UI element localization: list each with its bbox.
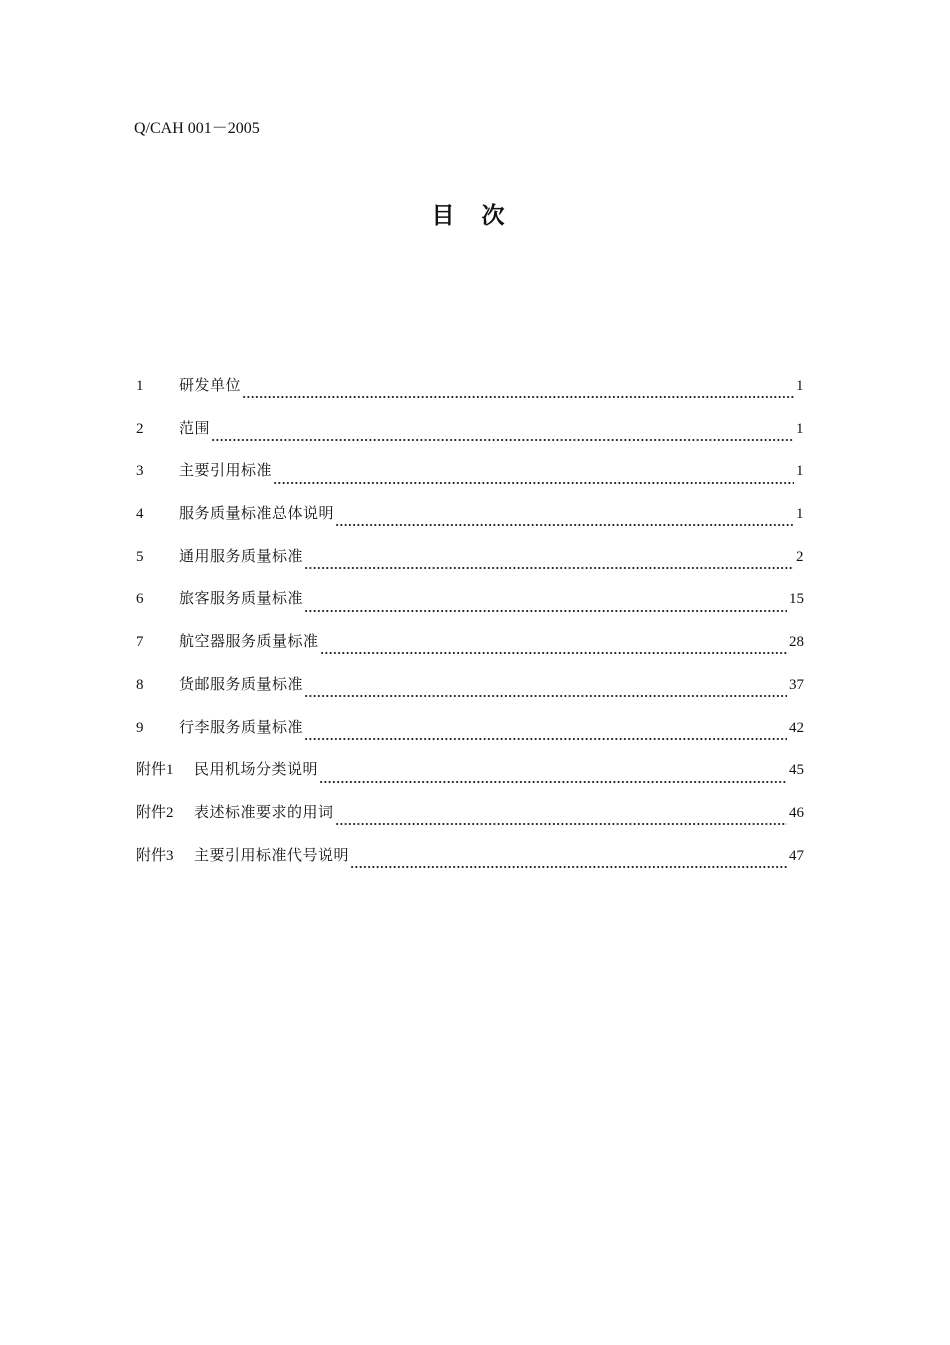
toc-entry-number: 2	[136, 420, 144, 437]
toc-entry-label: 航空器服务质量标准	[179, 632, 319, 651]
toc-entry-label: 行李服务质量标准	[179, 717, 304, 736]
toc-entry-number: 9	[136, 719, 144, 736]
toc-entry-number: 4	[136, 506, 144, 523]
toc-entry-label: 服务质量标准总体说明	[179, 504, 335, 523]
toc-entry-page: 1	[796, 506, 804, 523]
dot-leader	[304, 687, 787, 701]
dot-leader	[319, 773, 787, 787]
toc-entry-page: 1	[796, 378, 804, 394]
toc-entry-page: 37	[789, 676, 804, 693]
toc-entry-label: 民用机场分类说明	[194, 760, 319, 779]
toc-entry-number: 3	[136, 463, 144, 480]
page-title: 目 次	[431, 203, 507, 229]
toc-entry-number: 附件1	[136, 762, 174, 779]
toc-entry-page: 47	[789, 847, 804, 864]
table-of-contents	[136, 374, 804, 886]
toc-entry-page: 1	[796, 463, 804, 480]
toc-entry-number: 1	[136, 378, 144, 394]
dot-leader	[242, 388, 794, 402]
toc-entry[interactable]	[136, 801, 804, 844]
toc-entry-label: 表述标准要求的用词	[194, 802, 334, 821]
toc-entry-label: 货邮服务质量标准	[179, 674, 304, 693]
toc-entry-number: 附件3	[136, 847, 174, 864]
toc-entry-number: 7	[136, 634, 144, 651]
toc-entry[interactable]	[136, 758, 804, 801]
dot-leader	[335, 516, 794, 530]
toc-entry-label: 主要引用标准代号说明	[194, 845, 350, 864]
toc-entry-page: 45	[789, 762, 804, 779]
toc-entry[interactable]	[136, 459, 804, 502]
toc-entry[interactable]	[136, 587, 804, 630]
toc-entry[interactable]	[136, 673, 804, 716]
standard-code: Q/CAH 001－2005	[134, 120, 260, 137]
toc-entry-label: 通用服务质量标准	[179, 546, 304, 565]
toc-entry[interactable]	[136, 374, 804, 417]
toc-entry-label: 主要引用标准	[179, 461, 273, 480]
toc-entry-number: 5	[136, 548, 144, 565]
toc-entry[interactable]	[136, 545, 804, 588]
toc-entry-label: 范围	[179, 418, 211, 437]
toc-entry[interactable]	[136, 502, 804, 545]
toc-entry-number: 8	[136, 676, 144, 693]
toc-entry[interactable]	[136, 844, 804, 887]
toc-entry[interactable]	[136, 417, 804, 460]
toc-entry-page: 2	[796, 548, 804, 565]
toc-entry-number: 6	[136, 591, 144, 608]
toc-entry-label: 研发单位	[179, 376, 242, 394]
toc-entry-page: 46	[789, 804, 804, 821]
dot-leader	[273, 474, 794, 488]
toc-entry-page: 28	[789, 634, 804, 651]
toc-entry-label: 旅客服务质量标准	[179, 589, 304, 608]
dot-leader	[320, 644, 787, 658]
toc-entry[interactable]	[136, 630, 804, 673]
dot-leader	[335, 815, 787, 829]
toc-entry-page: 42	[789, 719, 804, 736]
toc-entry[interactable]	[136, 716, 804, 759]
dot-leader	[304, 559, 794, 573]
dot-leader	[350, 858, 787, 872]
dot-leader	[304, 730, 787, 744]
toc-entry-page: 15	[789, 591, 804, 608]
dot-leader	[304, 602, 787, 616]
toc-entry-number: 附件2	[136, 804, 174, 821]
toc-entry-page: 1	[796, 420, 804, 437]
dot-leader	[211, 431, 794, 445]
